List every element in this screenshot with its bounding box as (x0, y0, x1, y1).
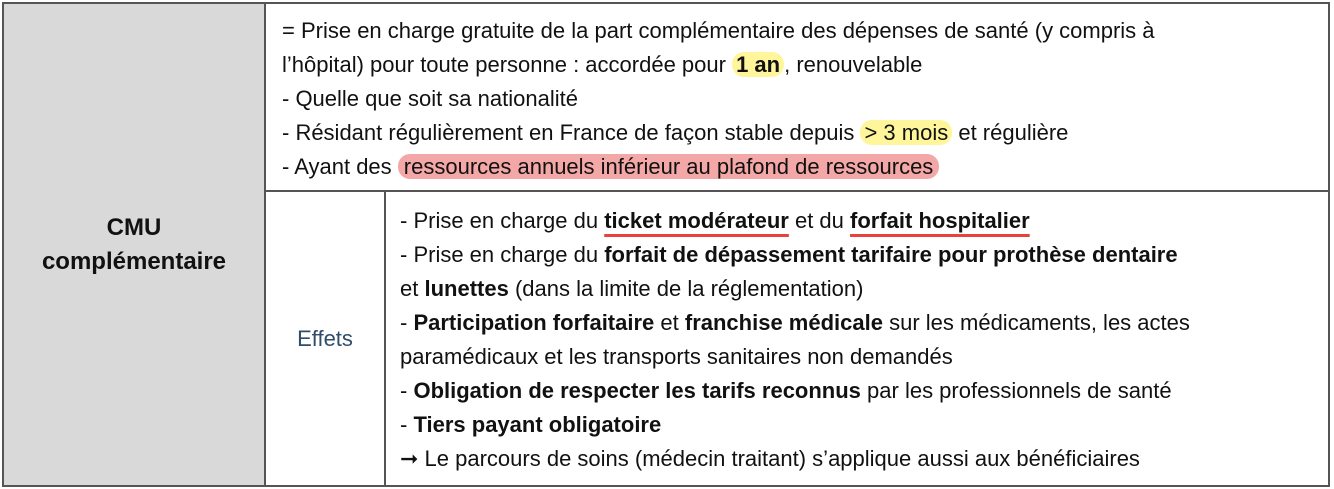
effect-line-7 (400, 408, 1318, 442)
effect-text: et (654, 310, 685, 335)
title-line-2: complémentaire (41, 247, 227, 275)
effect-line-6 (400, 374, 1318, 408)
effect-text: sur les médicaments, les actes (882, 310, 1190, 335)
effect-text: et du (788, 208, 851, 233)
effect-line-4 (400, 306, 1318, 340)
effect-text: - (400, 310, 414, 335)
effect-text: (dans la limite de la réglementation) (508, 276, 864, 301)
cmu-table (2, 2, 1330, 487)
effect-text: par les professionnels de santé (860, 378, 1172, 403)
effects-cell (386, 192, 1328, 485)
effect-bold: forfait de dépassement tarifaire pour prothèse dentaire (604, 242, 1178, 267)
highlight-duration: 1 an (732, 52, 784, 77)
effect-text: - (400, 412, 414, 437)
right-cells (266, 4, 1328, 485)
effects-row (266, 192, 1328, 485)
row-title (42, 211, 226, 279)
definition-text-2a: l’hôpital) pour toute personne : accordée pour (282, 52, 733, 77)
highlight-residence-duration: > 3 mois (860, 120, 952, 145)
condition-resources (282, 150, 1316, 184)
definition-text-2c: , renouvelable (784, 52, 923, 77)
condition-text-1: - Quelle que soit sa nationalité (282, 86, 578, 111)
effets-label-cell (266, 192, 386, 485)
effets-label: Effets (297, 325, 353, 351)
effect-bold: franchise médicale (684, 310, 883, 335)
effect-text: - Prise en charge du (400, 208, 605, 233)
condition-residence (282, 116, 1316, 150)
left-header-cell (4, 4, 266, 485)
effect-bold-underlined: ticket modérateur (604, 208, 789, 233)
effect-line-5 (400, 340, 1318, 374)
effect-text: paramédicaux et les transports sanitaires non demandés (400, 344, 953, 369)
effect-bold-underlined: forfait hospitalier (850, 208, 1030, 233)
effect-line-1 (400, 204, 1318, 238)
effect-text: et (400, 276, 425, 301)
definition-line-1 (282, 14, 1316, 48)
definition-cell (266, 4, 1328, 192)
effect-line-3 (400, 272, 1318, 306)
arrow-note: ➞ Le parcours de soins (médecin traitant) s’applique aussi aux bénéficiaires (400, 446, 1140, 471)
effect-text: - Prise en charge du (400, 242, 605, 267)
condition-text-2c: et régulière (952, 120, 1069, 145)
effect-line-2 (400, 238, 1318, 272)
effect-bold: Tiers payant obligatoire (413, 412, 662, 437)
definition-text-1: = Prise en charge gratuite de la part complémentaire des dépenses de santé (y compris à (282, 18, 1155, 43)
effect-bold: Obligation de respecter les tarifs reconnus (413, 378, 861, 403)
effect-bold: lunettes (424, 276, 509, 301)
definition-line-2 (282, 48, 1316, 82)
effect-line-8 (400, 442, 1318, 476)
condition-text-2a: - Résidant régulièrement en France de façon stable depuis (282, 120, 861, 145)
effect-bold: Participation forfaitaire (413, 310, 655, 335)
highlight-resources: ressources annuels inférieur au plafond de ressources (398, 154, 940, 179)
condition-nationality (282, 82, 1316, 116)
condition-text-3a: - Ayant des (282, 154, 398, 179)
title-line-1: CMU (106, 213, 162, 241)
effect-text: - (400, 378, 414, 403)
